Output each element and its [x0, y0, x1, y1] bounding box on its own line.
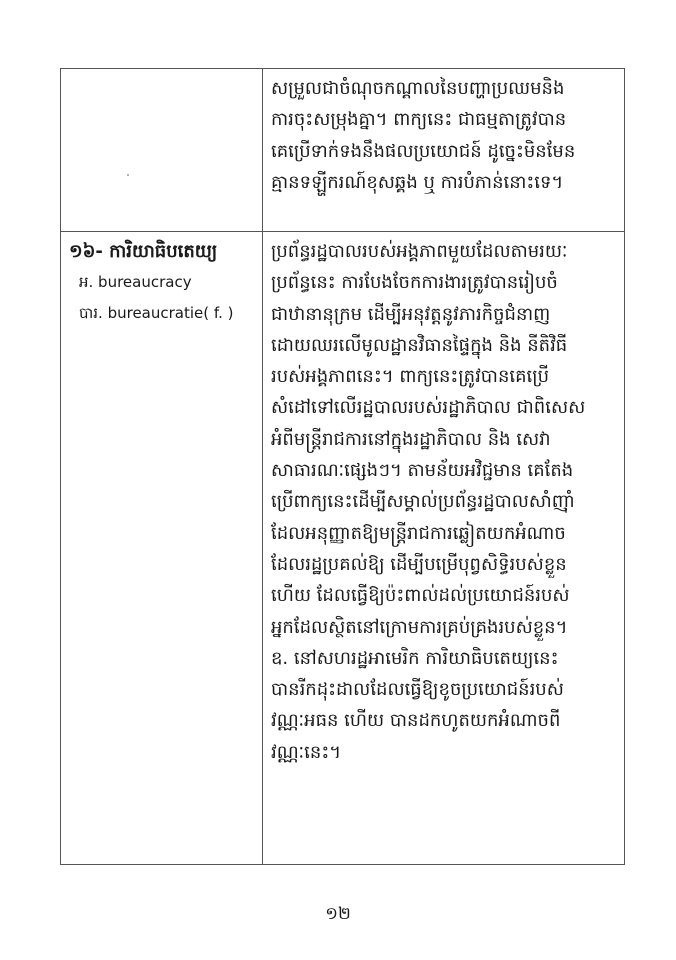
table-row — [61, 69, 625, 232]
definition-line: គេប្រើទាក់ទងនឹងផលប្រយោជន៍ ដូច្នេះមិនមែន — [271, 140, 576, 162]
definition-line: ការចុះសម្រុងគ្នា។ ពាក្យនេះ ជាធម្មតាត្រូវបាន — [271, 109, 567, 131]
definition-line: សម្រួលជាចំណុចកណ្តាលនៃបញ្ហាប្រឈមនិង — [271, 78, 565, 99]
definition-line: អ្នកដែលស្ថិតនៅក្រោមការគ្រប់គ្រងរបស់ខ្លួន។ — [271, 616, 568, 638]
definition-line: ឧ. នៅសហរដ្ឋអាមេរិក ការិយាធិបតេយ្យនេះ — [271, 647, 559, 669]
definition-line: ដែលរដ្ឋប្រគល់ឱ្យ ដើម្បីបម្រើបុព្វសិទ្ធិរបស់ខ្លួន — [271, 553, 567, 575]
definition-line: វណ្ណៈអធន ហើយ បានដកហូតយកអំណាចពី — [271, 710, 561, 732]
term-cell — [61, 232, 263, 865]
definition-line: ប្រព័ន្ធនេះ ការបែងចែកការងារត្រូវបានរៀបចំ — [271, 272, 558, 294]
definition-line: ប្រព័ន្ធរដ្ឋបាលរបស់អង្គភាពមួយដែលតាមរយៈ — [271, 241, 568, 262]
definition-line: ជាឋានានុក្រម ដើម្បីអនុវត្តនូវភារកិច្ចជំនាញ — [271, 303, 551, 325]
scan-speck — [127, 174, 129, 176]
definition-line: វណ្ណៈនេះ។ — [271, 741, 342, 763]
definition-line: ដែលអនុញ្ញាតឱ្យមន្ត្រីរាជការឆ្លៀតយកអំណាច — [271, 522, 566, 544]
definition-line: របស់អង្គភាពនេះ។ ពាក្យនេះត្រូវបានគេប្រើ — [271, 366, 550, 388]
term-heading: ១៦- ការិយាធិបតេយ្យ — [69, 241, 218, 262]
definition-line: ដោយឈរលើមូលដ្ឋានវិធានផ្ទៃក្នុង និង នីតិវិធី — [271, 334, 568, 356]
definition-line: បានរីកដុះដាលដែលធ្វើឱ្យខូចប្រយោជន៍របស់ — [271, 679, 564, 701]
definition-text — [263, 232, 624, 768]
definition-text — [263, 69, 624, 198]
definition-cell — [263, 232, 625, 865]
page-number: ១២ — [325, 904, 351, 924]
definition-cell — [263, 69, 625, 232]
definition-line: ប្រើពាក្យនេះដើម្បីសម្គាល់ប្រព័ន្ធរដ្ឋបាលសាំញ៉ាំ — [271, 491, 575, 513]
definition-line: គ្មានទឡ្ហីករណ៍ខុសឆ្គង ឬ ការបំភាន់នោះទេ។ — [271, 171, 564, 193]
glossary-table — [60, 68, 625, 865]
table-row — [61, 232, 625, 865]
term-block — [61, 232, 262, 329]
term-english: អ. bureaucracy — [79, 273, 192, 291]
term-french: បារ. bureaucratie( f. ) — [79, 304, 234, 322]
definition-line: ហើយ ដែលធ្វើឱ្យប៉ះពាល់ដល់ប្រយោជន៍របស់ — [271, 585, 570, 607]
term-cell-empty — [61, 69, 263, 232]
definition-line: សំដៅទៅលើរដ្ឋបាលរបស់រដ្ឋាភិបាល ជាពិសេស — [271, 397, 586, 419]
definition-line: សាធារណៈផ្សេងៗ។ តាមន័យអវិជ្ជមាន គេតែង — [271, 460, 574, 482]
definition-line: អំពីមន្ត្រីរាជការនៅក្នុងរដ្ឋាភិបាល និង សេវា — [271, 428, 551, 450]
